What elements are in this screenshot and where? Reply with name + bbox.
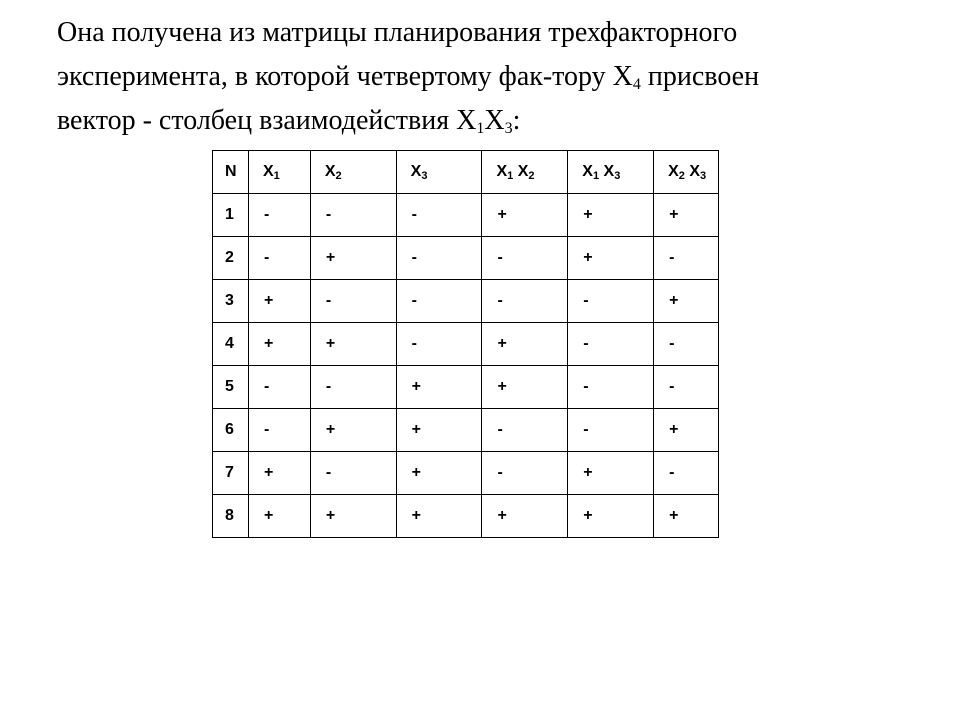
table-cell: - [396,237,482,280]
table-cell: + [310,323,396,366]
table-cell: - [654,237,719,280]
table-row [213,323,719,366]
table-cell: + [396,452,482,495]
table-cell: - [568,366,654,409]
table-cell: - [396,323,482,366]
table-cell: - [248,409,310,452]
table-cell: + [310,495,396,538]
table-body [213,194,719,538]
x4-subscript: 4 [632,76,641,93]
table-cell: - [568,280,654,323]
text-line-3-end: : [512,105,521,136]
table-cell: - [568,409,654,452]
table-cell: + [654,280,719,323]
table-cell: + [568,495,654,538]
header-x2-sub: 2 [335,170,342,182]
header-x2 [310,151,396,194]
table-cell: - [310,194,396,237]
header-x3-sub: 3 [421,170,428,182]
text-line-3-mid: Х [484,105,505,136]
table-cell: + [248,495,310,538]
row-number: 5 [213,366,249,409]
header-x2x3-label-a: X [668,163,679,180]
table-cell: + [248,323,310,366]
header-n [213,151,249,194]
text-line-2-end: присвоен [640,61,760,92]
table-row [213,366,719,409]
header-x1x2-label-a: X [496,163,508,180]
table-row [213,237,719,280]
header-x2x3-sub-a: 2 [678,170,685,182]
text-line-2-start: эксперимента, в которой четвертому фак-тору Х [57,61,633,92]
table-cell: - [396,280,482,323]
table-cell: + [248,280,310,323]
table-row [213,495,719,538]
row-number: 6 [213,409,249,452]
header-x1x3 [568,151,654,194]
table-cell: + [248,452,310,495]
x1-subscript: 1 [476,120,485,137]
table-cell: - [396,194,482,237]
header-x1x2-sub-b: 2 [528,170,535,182]
table-cell: + [568,237,654,280]
table-row [213,452,719,495]
text-line-1: Она получена из матрицы планирования трехфакторного [57,17,738,48]
header-x3 [396,151,482,194]
header-x1x3-label-a: X [582,163,593,180]
table-cell: + [396,409,482,452]
table-cell: + [482,495,568,538]
table-cell: - [568,323,654,366]
header-x2x3 [654,151,719,194]
row-number: 7 [213,452,249,495]
text-line-2 [57,55,917,99]
table-cell: + [654,409,719,452]
row-number: 2 [213,237,249,280]
table-cell: + [482,194,568,237]
header-n-label: N [225,163,237,180]
table-cell: - [310,280,396,323]
table-cell: - [310,366,396,409]
table-cell: - [482,409,568,452]
table-header [213,151,719,194]
x3-subscript: 3 [504,120,513,137]
header-x1x3-label-b: X [599,163,615,180]
table-cell: + [482,366,568,409]
planning-matrix-table [212,150,719,538]
table-cell: - [248,237,310,280]
text-line-3 [57,99,917,143]
table-row [213,194,719,237]
header-x1x3-sub-a: 1 [592,170,600,182]
header-x1x2 [482,151,568,194]
header-x1-label: X [262,163,274,180]
header-x1x3-sub-b: 3 [614,170,621,182]
header-row [213,151,719,194]
table-cell: + [568,194,654,237]
table-row [213,280,719,323]
header-x1 [248,151,310,194]
table-cell: + [310,237,396,280]
table-cell: - [482,237,568,280]
header-x3-label: X [410,163,422,180]
table-cell: - [248,366,310,409]
text-line-3-start: вектор - столбец взаимодействия Х [57,105,477,136]
table-cell: - [654,323,719,366]
slide-paragraph [57,11,917,143]
table-cell: - [654,452,719,495]
table-row [213,409,719,452]
header-x2-label: X [324,163,336,180]
row-number: 3 [213,280,249,323]
table-cell: - [482,452,568,495]
row-number: 1 [213,194,249,237]
table-cell: - [248,194,310,237]
table-cell: + [396,495,482,538]
table-cell: - [654,366,719,409]
table-cell: - [310,452,396,495]
header-x2x3-label-b: X [684,163,701,180]
row-number: 8 [213,495,249,538]
table-cell: + [396,366,482,409]
table-cell: + [654,495,719,538]
table-cell: - [482,280,568,323]
header-x1x2-sub-a: 1 [507,170,514,182]
header-x2x3-sub-b: 3 [700,170,707,182]
table-cell: + [310,409,396,452]
table-cell: + [568,452,654,495]
table-cell: + [482,323,568,366]
row-number: 4 [213,323,249,366]
table-cell: + [654,194,719,237]
header-x1-sub: 1 [273,170,280,182]
header-x1x2-label-b: X [513,163,529,180]
